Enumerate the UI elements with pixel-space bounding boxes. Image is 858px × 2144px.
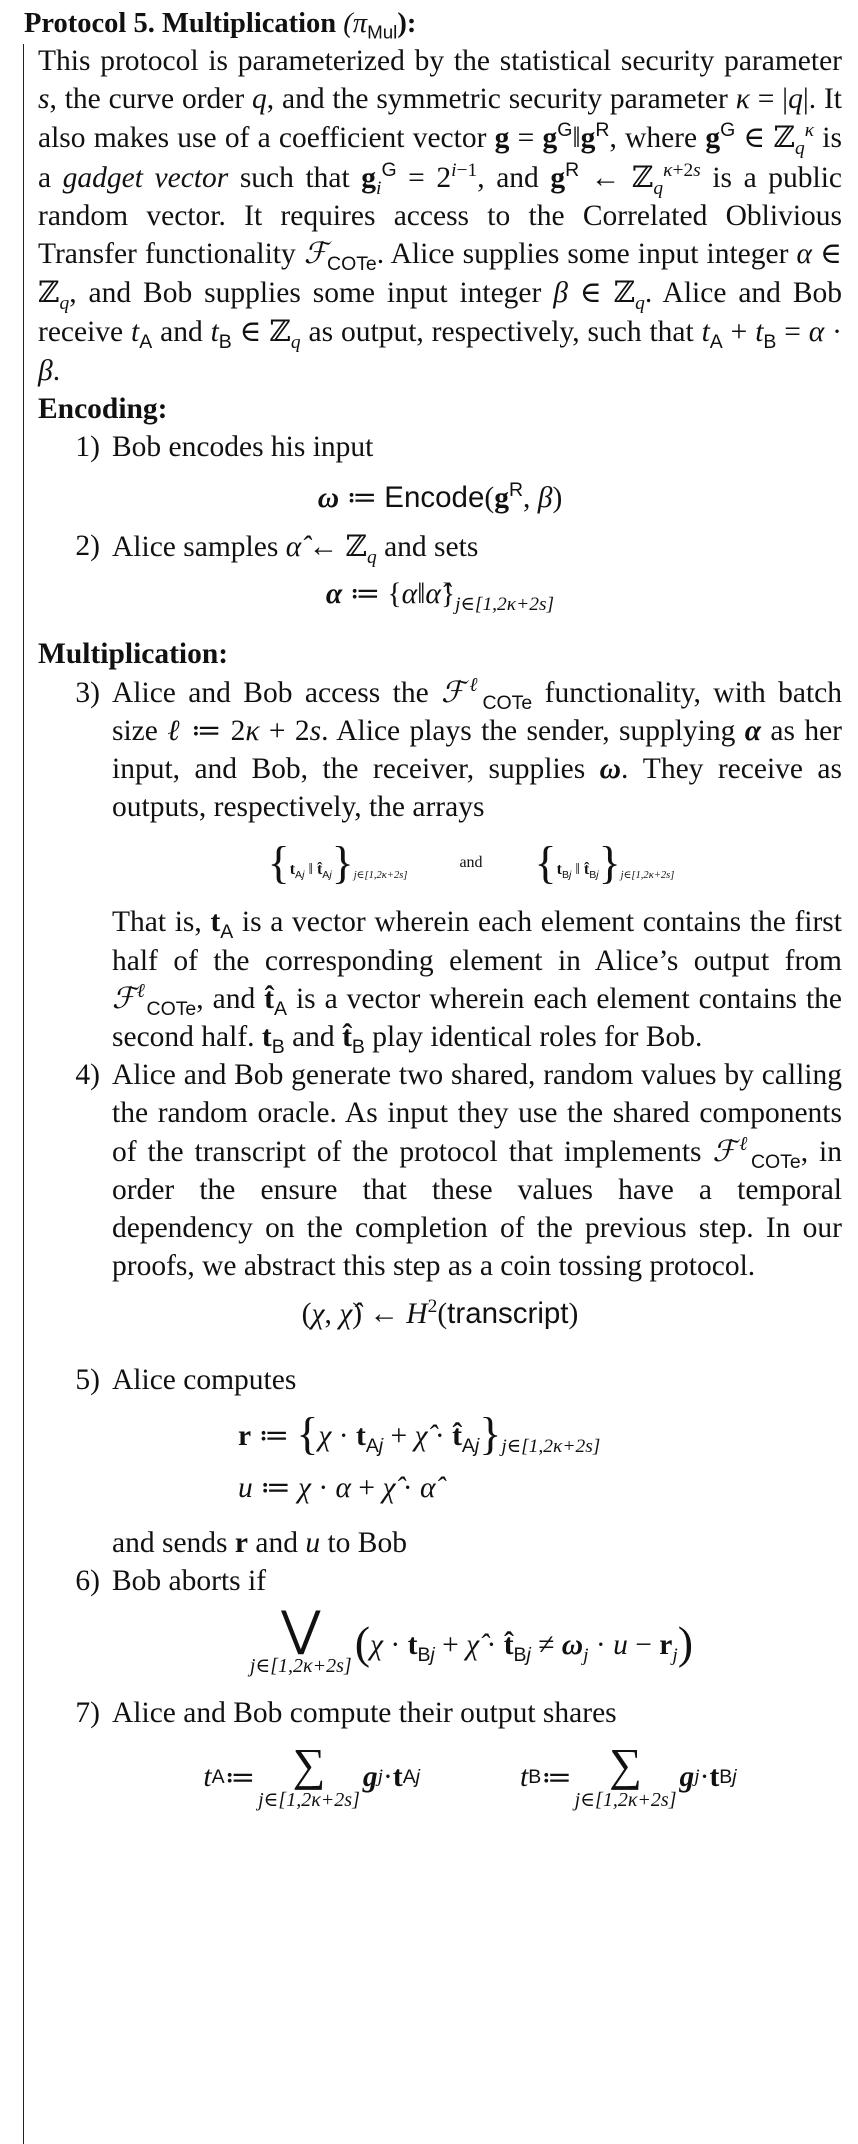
protocol-box bbox=[22, 6, 842, 1812]
step-5: 5) Alice computes bbox=[75, 1364, 297, 1397]
step-4: 4) Alice and Bob generate two shared, random values by calling the random oracle. As input they use the shared components of the transcript of the protocol that implements ℱ$^\ell_{COTe}$, in order the ensure that these values have a temporal dependency on the completion of the previous step. In our proofs, we abstract this step as a coin tossing protocol. bbox=[75, 1059, 842, 1283]
equation-coin-toss: (χ, χ̂) ← $H^2(transcript)$ bbox=[301, 1296, 579, 1331]
step-2: 2) Alice samples α̂ ← ℤ$_q$ and sets bbox=[75, 529, 479, 569]
intro-paragraph: This protocol is parameterized by the statistical security parameter s, the curve order q, and the symmetric security parameter κ = |q|. It also makes use of a coefficient vector $g = g^G‖g^R$, where $g^G$ ∈ ℤ$_q^\kappa$ is a gadget vector such that $g_i^G = 2^{i-1}$, and $g^R$ ← ℤ$_q^{\kappa+2s}$ is a public random vector. It requires access to the Correlated Oblivious Transfer functionality ℱ$_{COTe}$. Alice supplies some input integer α ∈ ℤ$_q$, and Bob supplies some input integer β ∈ ℤ$_q$. Alice and Bob receive $t_A$ and $t_B$ ∈ ℤ$_q$ as output, respectively, such that $t_A + t_B = \alpha \cdot \beta$. bbox=[38, 45, 843, 387]
protocol-title: Protocol 5. Multiplication $(\pi_{Mul})$: bbox=[24, 8, 417, 43]
step-1: 1) Bob encodes his input bbox=[75, 431, 374, 464]
equation-alpha: α ≔ $\{\alpha‖\alphâ\}_{j\in[1,2\kappa+2s]}$ bbox=[325, 578, 555, 616]
step-6: 6) Bob aborts if bbox=[75, 1564, 267, 1597]
and-label: and bbox=[459, 853, 483, 871]
equation-encode: ω ≔ $Encode(g^R$, β) bbox=[317, 479, 563, 515]
section-encoding: Encoding: bbox=[38, 392, 168, 425]
step-5-continued: and sends r and u to Bob bbox=[112, 1526, 407, 1559]
equation-r-u: r ≔ {$\chi \cdot t_{Aj}$ + χ̂ · $t̂_{Aj}\}_{j\in[1,2\kappa+2s]}$ u ≔ χ · α + χ̂ · α̂ bbox=[238, 1407, 601, 1504]
section-multiplication: Multiplication: bbox=[38, 638, 229, 671]
step-3-continued: That is, $t_A$ is a vector wherein each element contains the first half of the corresponding element in Alice’s output from ℱ$^\ell_{COTe}$, and $t̂_A$ is a vector wherein each element contains the second half. $t_B$ and $t̂_B$ play identical roles for Bob. bbox=[112, 906, 843, 1058]
title-math: $(\pi_{Mul})$: bbox=[343, 8, 417, 43]
step-7: 7) Alice and Bob compute their output shares bbox=[75, 1697, 617, 1730]
equation-arrays: {$t_{Aj}$ ‖ $t̂_{Aj}\}_{j\in[1,2\kappa+2s]}$ and {$t_{Bj}$ ‖ $t̂_{Bj}\}_{j\in[1,2\kappa+2s]}$ bbox=[267, 837, 675, 889]
step-3: 3) Alice and Bob access the ℱ$^\ell_{COTe}$ functionality, with batch size ℓ ≔ 2κ + 2s. Alice plays the sender, supplying α as her input, and Bob, the receiver, supplies ω. They receive as outputs, respectively, the arrays bbox=[75, 674, 843, 824]
protocol-body bbox=[22, 42, 842, 1812]
equation-output-shares: t A ≔ ∑ j∈[1,2κ+2s] g j · t Aj t B ≔ ∑ j∈[1,2κ+2s] g j · t Bj bbox=[203, 1739, 737, 1812]
left-rule bbox=[23, 44, 24, 2144]
equation-abort: ⋁ j∈[1,2κ+2s] ($\chi \cdot t_{Bj}$ + χ̂ · $t̂_{Bj} \ne \omega_j \cdot u - r_j$) bbox=[249, 1603, 694, 1678]
